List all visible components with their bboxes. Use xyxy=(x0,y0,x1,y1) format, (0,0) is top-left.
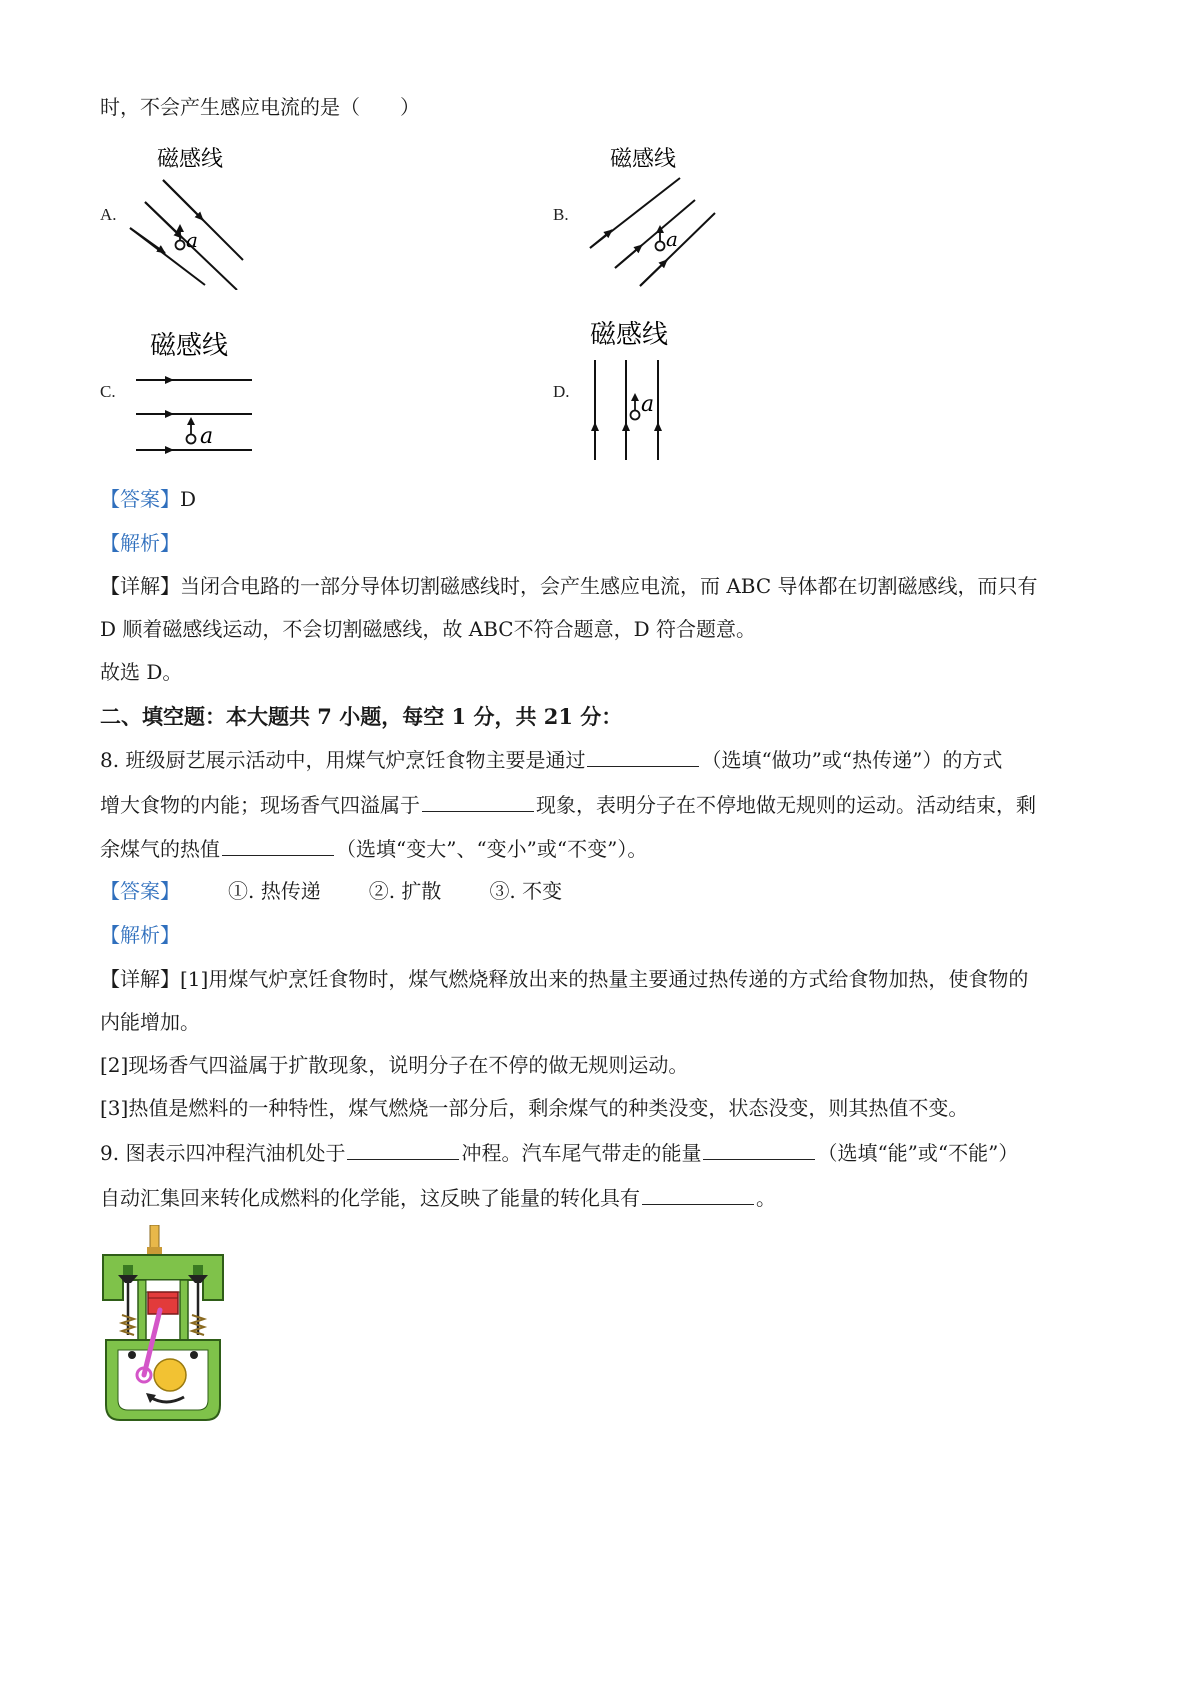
conductor-a xyxy=(176,241,185,250)
valve-spring xyxy=(192,1315,204,1335)
option-a-figure xyxy=(125,140,255,290)
q7-answer xyxy=(100,484,1110,514)
conductor-a xyxy=(187,435,196,444)
option-a-label: A. xyxy=(100,205,117,224)
q8-line3 xyxy=(100,834,1110,864)
q9-text: 。 xyxy=(756,1186,776,1210)
conductor-a xyxy=(631,411,640,420)
option-a-title: 磁感线 xyxy=(157,147,224,172)
q8-line2 xyxy=(100,790,1110,820)
option-c-title: 磁感线 xyxy=(150,331,229,361)
bolt xyxy=(128,1351,136,1359)
conductor-label: a xyxy=(666,227,678,251)
q8-blank-1 xyxy=(587,746,699,767)
q9-text: 冲程。汽车尾气带走的能量 xyxy=(461,1141,702,1165)
conductor-label: a xyxy=(186,228,198,252)
q9-blank-3 xyxy=(642,1184,754,1205)
field-arrow xyxy=(163,180,203,220)
answer-value: D xyxy=(180,487,197,511)
q8-detail3: [3]热值是燃料的一种特性，煤气燃烧一部分后，剩余煤气的种类没变，状态没变，则其热值不变。 xyxy=(100,1096,969,1120)
cylinder-wall xyxy=(180,1280,188,1340)
field-arrow xyxy=(640,260,667,286)
q8-text: （选填“做功”或“热传递”）的方式 xyxy=(701,748,1003,772)
q9-line1 xyxy=(100,1138,1110,1168)
field-arrow xyxy=(145,202,182,238)
q7-detail-line1: 【详解】当闭合电路的一部分导体切割磁感线时，会产生感应电流，而 ABC 导体都在切割磁感线，而只有 xyxy=(100,574,1038,598)
option-d-title: 磁感线 xyxy=(590,320,669,350)
q8-detail1: 【详解】[1]用煤气炉烹饪食物时，煤气燃烧释放出来的热量主要通过热传递的方式给食物加热，使食物的 xyxy=(100,967,1029,991)
option-d-label: D. xyxy=(553,382,570,401)
q8-analysis-tag: 【解析】 xyxy=(100,923,180,947)
q8-text: 增大食物的内能；现场香气四溢属于 xyxy=(100,793,420,817)
option-b-title: 磁感线 xyxy=(610,147,677,172)
q8-text: （选填“变大”、“变小”或“不变”）。 xyxy=(336,837,648,861)
q7-analysis-tag: 【解析】 xyxy=(100,531,180,555)
bolt xyxy=(190,1351,198,1359)
q8-blank-3 xyxy=(222,835,334,856)
combustion-chamber xyxy=(146,1280,180,1292)
q9-line2 xyxy=(100,1183,1110,1213)
cylinder-wall xyxy=(138,1280,146,1340)
q9-blank-2 xyxy=(703,1139,815,1160)
answer-tag: 【答案】 xyxy=(100,879,180,903)
field-arrow xyxy=(615,245,642,268)
answer-item: ①. 热传递 xyxy=(228,879,321,903)
q8-blank-2 xyxy=(422,791,534,812)
q8-detail2: [2]现场香气四溢属于扩散现象，说明分子在不停的做无规则运动。 xyxy=(100,1053,689,1077)
q9-text: 9. 图表示四冲程汽油机处于 xyxy=(100,1141,346,1165)
q8-text: 8. 班级厨艺展示活动中，用煤气炉烹饪食物主要是通过 xyxy=(100,748,586,772)
q8-line1 xyxy=(100,745,1110,775)
crank-wheel xyxy=(154,1359,186,1391)
answer-item: ③. 不变 xyxy=(489,879,563,903)
option-b-figure xyxy=(580,138,730,288)
valve-spring xyxy=(122,1315,134,1335)
q8-text: 现象，表明分子在不停地做无规则的运动。活动结束，剩 xyxy=(536,793,1036,817)
motion-arrowhead xyxy=(631,393,639,401)
answer-item: ②. 扩散 xyxy=(368,879,442,903)
piston xyxy=(148,1292,178,1314)
option-d-figure xyxy=(585,315,695,465)
option-c-label: C. xyxy=(100,382,116,401)
q8-answer xyxy=(100,876,1110,906)
section2-heading: 二、填空题：本大题共 7 小题，每空 1 分，共 21 分： xyxy=(100,704,623,729)
field-arrow xyxy=(590,230,612,248)
q9-text: 自动汇集回来转化成燃料的化学能，这反映了能量的转化具有 xyxy=(100,1186,640,1210)
option-b-label: B. xyxy=(553,205,569,224)
q7-conclusion: 故选 D。 xyxy=(100,660,183,684)
motion-arrowhead xyxy=(176,224,184,232)
engine-diagram-icon xyxy=(98,1225,228,1425)
q7-detail-line2: D 顺着磁感线运动，不会切割磁感线，故 ABC不符合题意，D 符合题意。 xyxy=(100,617,756,641)
motion-arrowhead xyxy=(187,417,195,425)
spark-plug-base xyxy=(147,1247,162,1255)
conductor-label: a xyxy=(200,424,214,449)
answer-tag: 【答案】 xyxy=(100,487,180,511)
q8-detail1b: 内能增加。 xyxy=(100,1010,200,1034)
conductor-a xyxy=(656,242,665,251)
field-arrow xyxy=(130,228,165,253)
option-c-figure xyxy=(128,322,258,462)
q7-stem-tail: 时，不会产生感应电流的是（ ） xyxy=(100,95,420,119)
q8-text: 余煤气的热值 xyxy=(100,837,220,861)
q9-blank-1 xyxy=(347,1139,459,1160)
conductor-label: a xyxy=(641,392,655,417)
q9-text: （选填“能”或“不能”） xyxy=(817,1141,1019,1165)
